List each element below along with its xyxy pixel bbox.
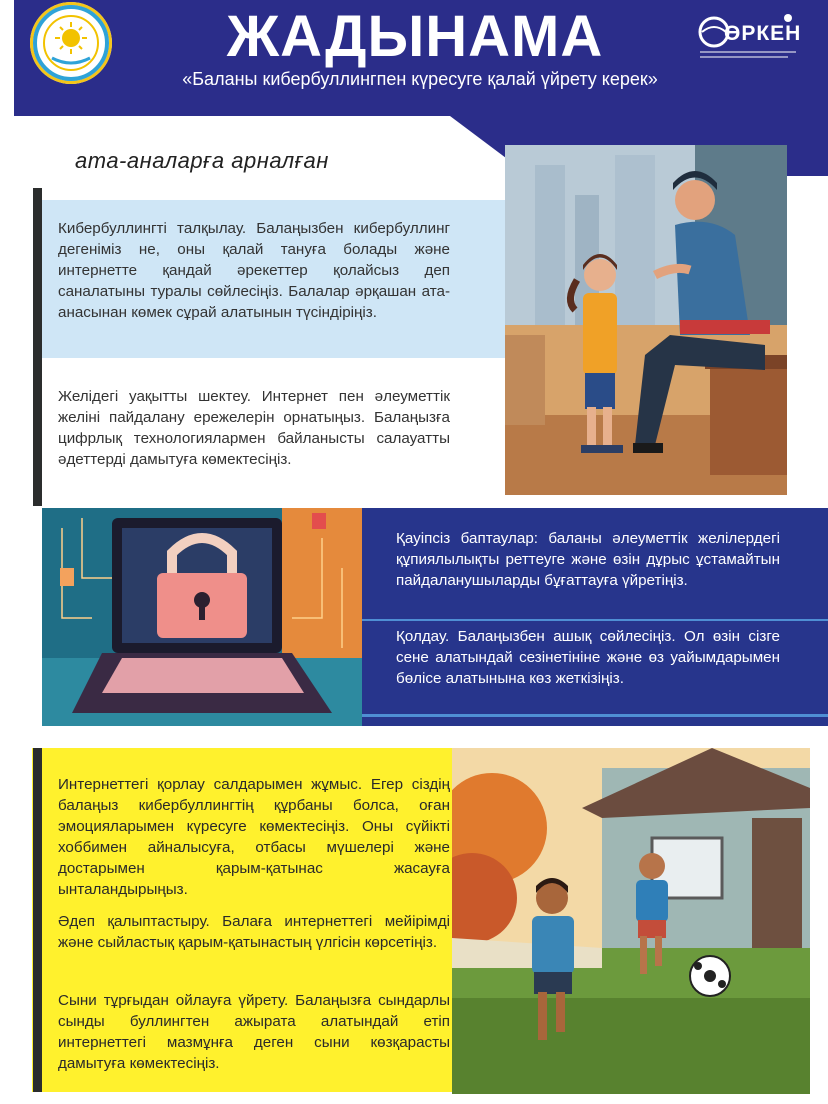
section-heading: ата-аналарға арналған	[75, 148, 329, 173]
emblem-logo	[30, 2, 112, 84]
page-subtitle: «Баланы кибербуллингпен күресуге қалай үйрету керек»	[182, 69, 658, 89]
panel-bottom-line	[362, 714, 828, 717]
orken-logo	[692, 8, 804, 64]
panel-divider	[362, 619, 828, 621]
laptop-lock-illustration	[42, 508, 362, 726]
etiquette-text: Әдеп қалыптастыру. Балаға интернеттегі мейірімді және сыйластық қарым-қатынастың үлгісін көрсетіңіз.	[58, 913, 450, 951]
critical-thinking-text: Сыни тұрғыдан ойлауға үйрету. Балаңызға сындарлы сынды буллингтен ажырата алатындай етіп интернеттегі мазмұнға деген сыни көзқарасты дамытуға көмектесіңіз.	[58, 992, 450, 1072]
consequences-text: Интернеттегі қорлау салдарымен жұмыс. Егер сіздің балаңыз кибербуллингтің құрбаны болса, оған эмоцияларымен күресуге көмектесіңіз. Оны сүйікті хоббимен айналысуға, отбасы мүшелері және достарымен қарым-қатынас жасауға ынталандырыңыз.	[58, 776, 450, 898]
kids-playing-illustration	[452, 748, 810, 1094]
limit-text: Желідегі уақытты шектеу. Интернет пен әлеуметтік желіні пайдалану ережелерін орнатыңыз. Балаңызға цифрлық технологиялармен байланысты салауатты әдеттерді дамытуға көмектесіңіз.	[58, 388, 450, 468]
orken-logo-text: ӨРКЕН	[724, 22, 802, 45]
accent-bar-top	[33, 188, 42, 506]
discuss-text: Кибербуллингті талқылау. Балаңызбен кибербуллинг дегеніміз не, оны қалай тануға болады және интернетте қандай әрекеттер қолайсыз деп саналатыны туралы сөйлесіңіз. Балалар әрқашан ата-анасынан көмек сұрай алатынын түсіндіріңіз.	[58, 220, 450, 321]
parent-child-illustration	[505, 145, 787, 495]
safe-settings-text: Қауіпсіз баптаулар: баланы әлеуметтік желілердегі құпиялылықты реттеуге және өзін дұрыс ұстамайтын пайдаланушыларды бұғаттауға үйретіңіз.	[396, 530, 780, 589]
page-title: ЖАДЫНАМА	[226, 4, 604, 69]
accent-bar-bottom	[33, 748, 42, 1092]
support-text: Қолдау. Балаңызбен ашық сөйлесіңіз. Ол өзін сізге сене алатындай сезінетініне және өз уайымдарымен бөлісе алатынына көз жеткізіңіз.	[396, 628, 780, 687]
